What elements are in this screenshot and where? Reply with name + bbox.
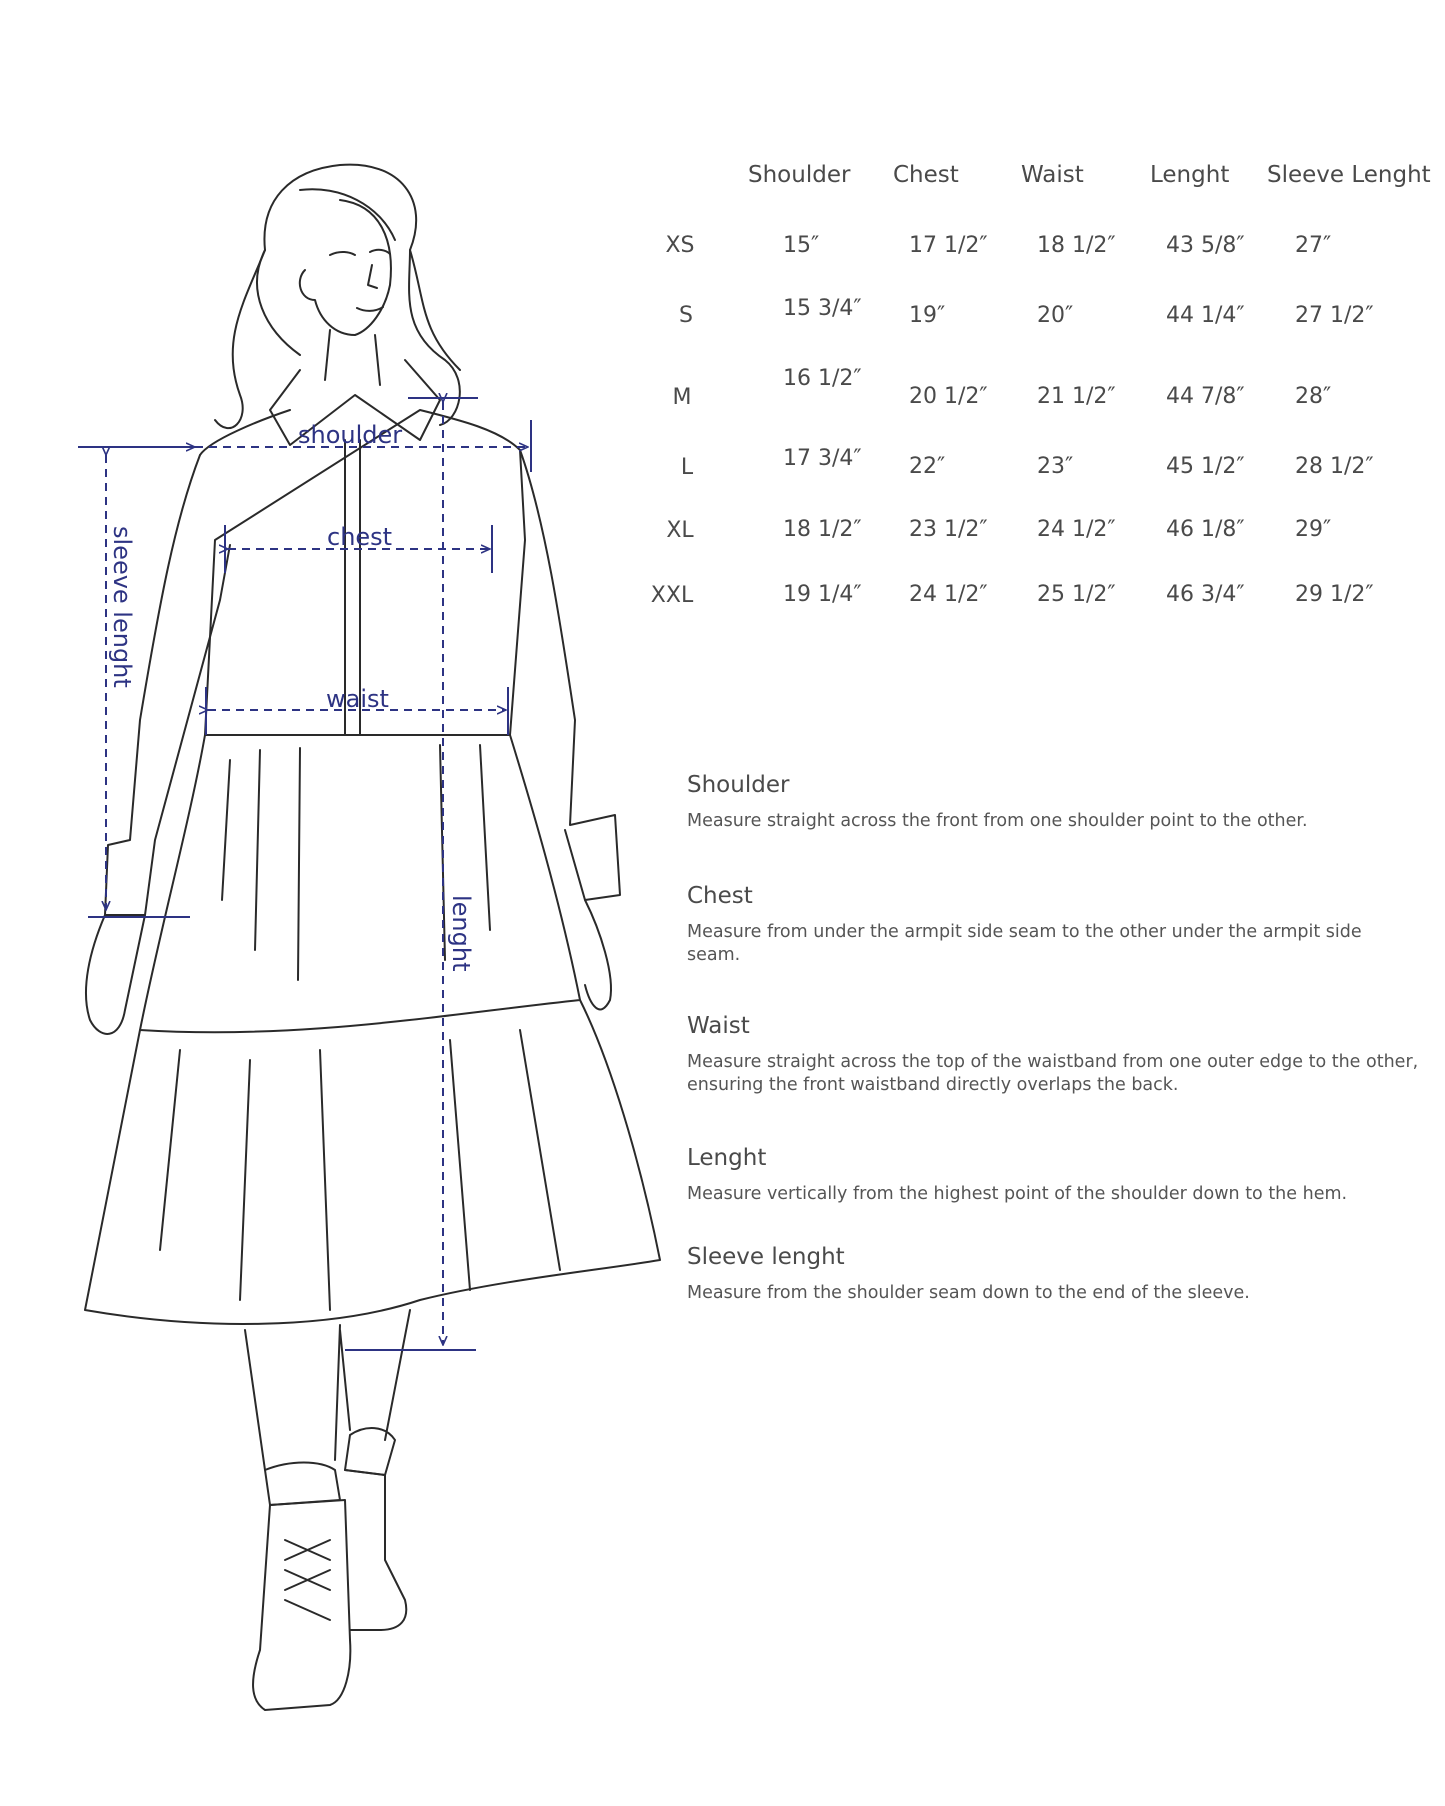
size-label: L <box>680 455 694 480</box>
right-sleeve <box>520 450 620 900</box>
table-cell: 43 5/8″ <box>1166 233 1245 258</box>
right-hand <box>585 900 611 1009</box>
desc-chest <box>687 883 1427 967</box>
table-cell: 17 3/4″ <box>783 446 862 471</box>
table-cell: 23″ <box>1037 454 1074 479</box>
table-cell: 28″ <box>1295 384 1332 409</box>
header-shoulder: Shoulder <box>748 162 851 188</box>
desc-length <box>687 1145 1427 1206</box>
waist-label: waist <box>326 685 389 713</box>
socks <box>265 1428 395 1505</box>
table-cell: 25 1/2″ <box>1037 582 1116 607</box>
header-waist: Waist <box>1021 162 1084 188</box>
table-cell: 22″ <box>909 454 946 479</box>
shoulder-label: shoulder <box>298 421 403 449</box>
length-label: lenght <box>447 895 475 972</box>
sleeve-length-label: sleeve lenght <box>108 526 136 688</box>
desc-title: Lenght <box>687 1145 767 1171</box>
table-cell: 15″ <box>783 233 820 258</box>
desc-text: Measure from under the armpit side seam to the other under the armpit side seam. <box>687 922 1362 965</box>
table-cell: 20 1/2″ <box>909 384 988 409</box>
right-boot <box>345 1470 406 1630</box>
desc-waist <box>687 1013 1427 1097</box>
desc-text: Measure from the shoulder seam down to the end of the sleeve. <box>687 1283 1250 1303</box>
table-cell: 28 1/2″ <box>1295 454 1374 479</box>
table-cell: 21 1/2″ <box>1037 384 1116 409</box>
table-cell: 27 1/2″ <box>1295 303 1374 328</box>
header-length: Lenght <box>1150 162 1230 188</box>
woman-sketch <box>85 165 660 1710</box>
desc-text: Measure straight across the front from one shoulder point to the other. <box>687 811 1308 831</box>
table-cell: 19 1/4″ <box>783 582 862 607</box>
table-cell: 27″ <box>1295 233 1332 258</box>
size-label: XL <box>666 518 694 543</box>
size-label: S <box>679 303 693 328</box>
size-label: XS <box>665 233 695 258</box>
neck <box>325 330 380 385</box>
desc-shoulder <box>687 772 1427 833</box>
dress-figure-illustration <box>0 0 720 1806</box>
legs <box>245 1310 410 1470</box>
table-cell: 18 1/2″ <box>783 517 862 542</box>
desc-title: Sleeve lenght <box>687 1244 845 1270</box>
desc-text: Measure vertically from the highest point of the shoulder down to the hem. <box>687 1184 1348 1204</box>
table-cell: 29″ <box>1295 517 1332 542</box>
table-cell: 18 1/2″ <box>1037 233 1116 258</box>
desc-title: Chest <box>687 883 753 909</box>
size-label: XXL <box>650 583 694 608</box>
table-cell: 24 1/2″ <box>909 582 988 607</box>
size-label: M <box>672 385 692 410</box>
table-cell: 45 1/2″ <box>1166 454 1245 479</box>
desc-text: Measure straight across the top of the waistband from one outer edge to the other, ensuring the front waistband directly overlaps the back. <box>687 1052 1419 1095</box>
table-cell: 19″ <box>909 303 946 328</box>
table-cell: 46 1/8″ <box>1166 517 1245 542</box>
header-chest: Chest <box>893 162 959 188</box>
header-sleeve-length: Sleeve Lenght <box>1267 162 1431 188</box>
desc-sleeve-length <box>687 1244 1427 1305</box>
skirt-tier-1 <box>140 735 580 1032</box>
figure-svg <box>0 0 720 1806</box>
table-cell: 44 7/8″ <box>1166 384 1245 409</box>
table-cell: 23 1/2″ <box>909 517 988 542</box>
left-boot <box>253 1500 350 1710</box>
face <box>300 200 391 335</box>
chest-label: chest <box>327 523 393 551</box>
table-cell: 15 3/4″ <box>783 296 862 321</box>
table-cell: 20″ <box>1037 303 1074 328</box>
desc-title: Shoulder <box>687 772 790 798</box>
desc-title: Waist <box>687 1013 750 1039</box>
skirt-tier-2 <box>85 1000 660 1324</box>
left-hand <box>86 915 145 1034</box>
table-cell: 46 3/4″ <box>1166 582 1245 607</box>
table-cell: 44 1/4″ <box>1166 303 1245 328</box>
table-cell: 29 1/2″ <box>1295 582 1374 607</box>
table-cell: 24 1/2″ <box>1037 517 1116 542</box>
table-cell: 16 1/2″ <box>783 366 862 391</box>
table-cell: 17 1/2″ <box>909 233 988 258</box>
